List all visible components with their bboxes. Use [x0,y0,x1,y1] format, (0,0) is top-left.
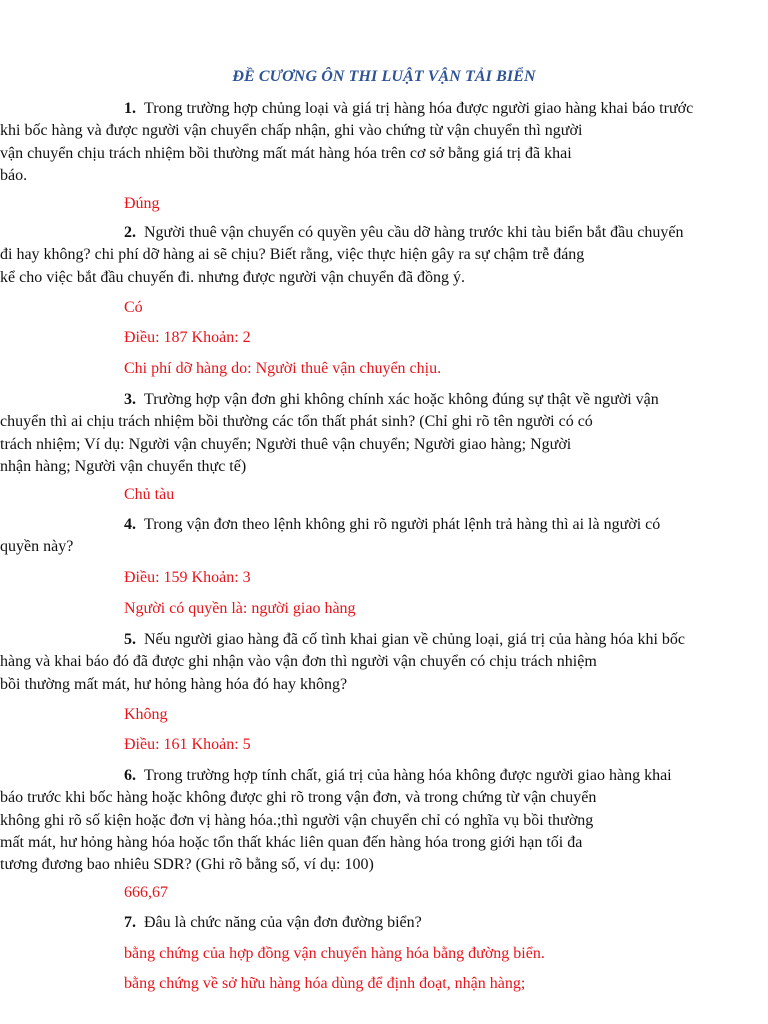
question-text-line: bồi thường mất mát, hư hỏng hàng hóa đó hay không? [0,675,348,693]
answer: Điều: 161 Khoản: 5 [124,736,251,753]
question-text: Trong trường hợp tính chất, giá trị của hàng hóa không được người giao hàng khai [144,767,672,784]
answer: 666,67 [124,884,168,901]
question-text-line: quyền này? [0,538,74,556]
answer: Người có quyền là: người giao hàng [124,600,356,617]
question-text: Nếu người giao hàng đã cố tình khai gian về chủng loại, giá trị của hàng hóa khi bốc [144,631,685,648]
answer: bằng chứng của hợp đồng vận chuyển hàng hóa bằng đường biển. [124,945,545,962]
question-text: Trường hợp vận đơn ghi không chính xác hoặc không đúng sự thật về người vận [144,391,659,408]
question-text-line: trách nhiệm; Ví dụ: Người vận chuyển; Người thuê vận chuyển; Người giao hàng; Người [0,435,572,453]
question-7 [124,912,724,934]
question-number: 2. [124,224,136,241]
question-text-line: không ghi rõ số kiện hoặc đơn vị hàng hóa.;thì người vận chuyển chỉ có nghĩa vụ bồi thường [0,811,594,829]
question-text-line: hàng và khai báo đó đã được ghi nhận vào vận đơn thì người vận chuyển có chịu trách nhiệm [0,653,597,671]
answer: Có [124,299,143,316]
question-number: 1. [124,100,136,117]
question-5 [0,629,724,696]
answer: Đúng [124,195,160,212]
answer: Không [124,706,168,723]
question-3 [0,389,724,478]
question-6 [0,765,724,876]
document-title: ĐỀ CƯƠNG ÔN THI LUẬT VẬN TẢI BIỂN [232,68,536,85]
question-text-line: vận chuyển chịu trách nhiệm bồi thường mất mát hàng hóa trên cơ sở bằng giá trị đã khai [0,144,572,162]
question-number: 3. [124,391,136,408]
question-text-line: chuyển thì ai chịu trách nhiệm bồi thường các tổn thất phát sinh? (Chỉ ghi rõ tên người có có [0,413,593,431]
answer: Điều: 159 Khoản: 3 [124,569,251,586]
question-2 [0,222,724,289]
question-text-line: tương đương bao nhiêu SDR? (Ghi rõ bằng số, ví dụ: 100) [0,856,374,874]
question-4 [0,514,724,559]
answer: bằng chứng về sở hữu hàng hóa dùng để định đoạt, nhận hàng; [124,975,526,992]
question-text-line: nhận hàng; Người vận chuyển thực tế) [0,457,247,475]
question-number: 5. [124,631,136,648]
question-number: 6. [124,767,136,784]
question-number: 4. [124,516,136,533]
question-text: Người thuê vận chuyển có quyền yêu cầu dỡ hàng trước khi tàu biển bắt đầu chuyến [144,224,684,241]
question-text-line: kể cho việc bắt đầu chuyến đi. nhưng được người vận chuyển đã đồng ý. [0,268,466,286]
question-text-line: khi bốc hàng và được người vận chuyển chấp nhận, ghi vào chứng từ vận chuyển thì người [0,122,583,140]
question-text: Đâu là chức năng của vận đơn đường biển? [144,914,422,931]
question-text: Trong trường hợp chủng loại và giá trị hàng hóa được người giao hàng khai báo trước [144,100,694,117]
question-number: 7. [124,914,136,931]
question-text-line: báo trước khi bốc hàng hoặc không được ghi rõ trong vận đơn, và trong chứng từ vận chuyển [0,789,597,807]
question-text: Trong vận đơn theo lệnh không ghi rõ người phát lệnh trả hàng thì ai là người có [144,516,661,533]
question-text-line: mất mát, hư hỏng hàng hóa hoặc tổn thất khác liên quan đến hàng hóa trong giới hạn tối đa [0,833,583,851]
question-1 [0,98,724,187]
answer: Chủ tàu [124,486,175,503]
answer: Điều: 187 Khoản: 2 [124,329,251,346]
question-text-line: đi hay không? chi phí dỡ hàng ai sẽ chịu? Biết rằng, việc thực hiện gây ra sự chậm trễ đáng [0,246,585,264]
question-text-line: báo. [0,166,28,184]
answer: Chi phí dỡ hàng do: Người thuê vận chuyển chịu. [124,360,442,377]
